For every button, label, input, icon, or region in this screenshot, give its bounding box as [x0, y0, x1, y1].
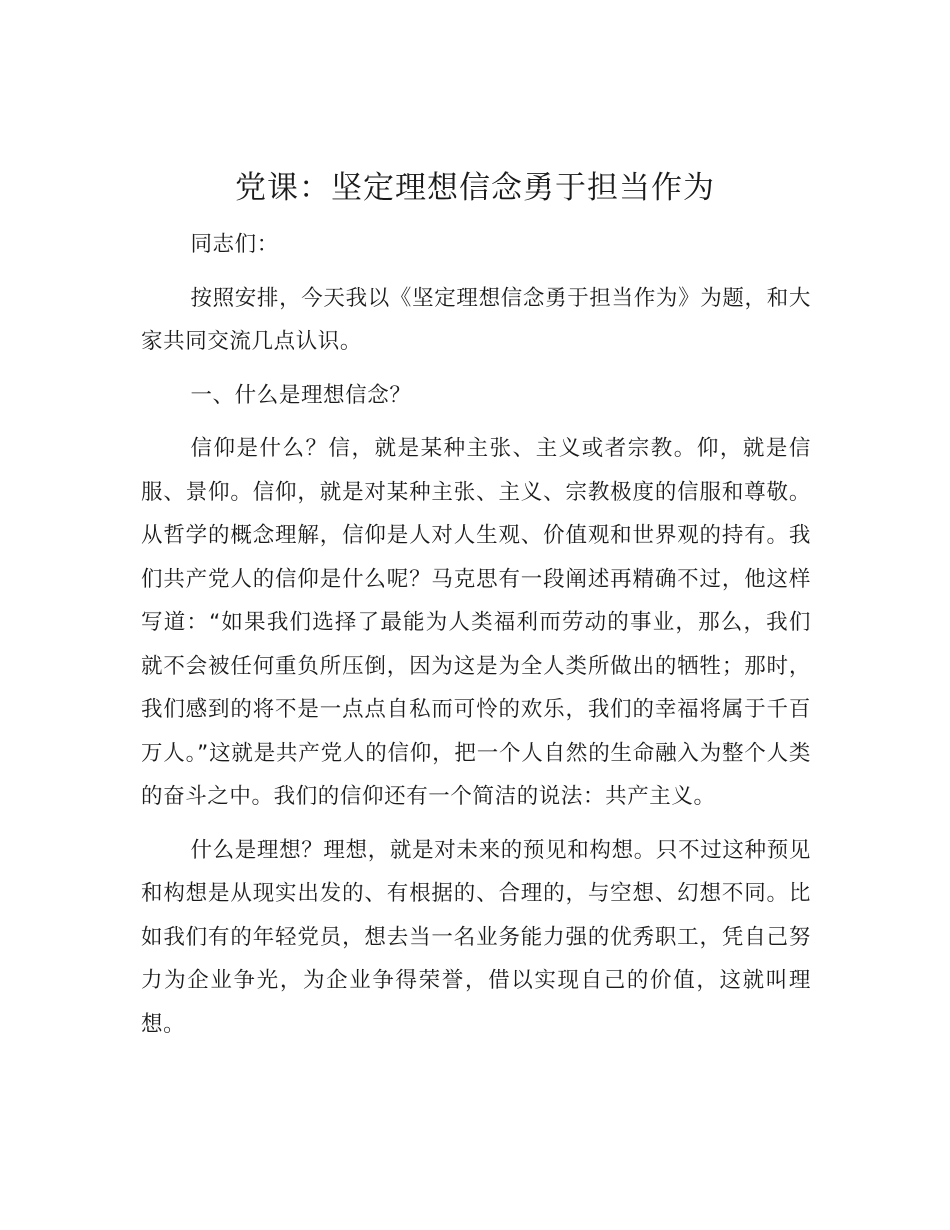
- document-body: [141, 223, 811, 1056]
- ideal-paragraph: 什么是理想？理想，就是对未来的预见和构想。只不过这种预见和构想是从现实出发的、有根据的、合理的，与空想、幻想不同。比如我们有的年轻党员，想去当一名业务能力强的优秀职工，凭自己努力为企业争光，为企业争得荣誉，借以实现自己的价值，这就叫理想。: [141, 837, 811, 1037]
- section-heading: 一、什么是理想信念？: [190, 382, 412, 408]
- document-title: 党课：坚定理想信念勇于担当作为: [235, 170, 715, 206]
- intro-paragraph: 按照安排，今天我以《坚定理想信念勇于担当作为》为题，和大家共同交流几点认识。: [141, 285, 811, 354]
- belief-paragraph: 信仰是什么？信，就是某种主张、主义或者宗教。仰，就是信服、景仰。信仰，就是对某种主张、主义、宗教极度的信服和尊敬。从哲学的概念理解，信仰是人对人生观、价值观和世界观的持有。我们共产党人的信仰是什么呢？马克思有一段阐述再精确不过，他这样写道：“如果我们选择了最能为人类福利而劳动的事业，那么，我们就不会被任何重负所压倒，因为这是为全人类所做出的牺牲；那时，我们感到的将不是一点点自私而可怜的欢乐，我们的幸福将属于千百万人。”这就是共产党人的信仰，把一个人自然的生命融入为整个人类的奋斗之中。我们的信仰还有一个简洁的说法：共产主义。: [141, 436, 811, 809]
- salutation-paragraph: 同志们：: [190, 232, 279, 257]
